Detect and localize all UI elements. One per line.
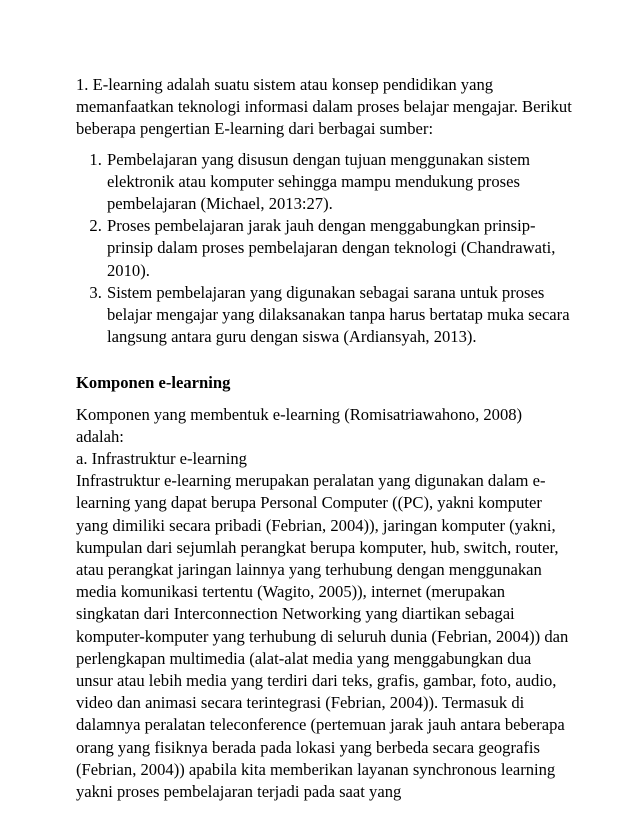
intro-paragraph: 1. E-learning adalah suatu sistem atau konsep pendidikan yang memanfaatkan teknologi informasi dalam proses belajar mengajar. Berikut beberapa pengertian E-learning dari berbagai sumber: <box>76 75 572 139</box>
subheading: a. Infrastruktur e-learning <box>76 449 247 469</box>
body-paragraph: Infrastruktur e-learning merupakan peralatan yang digunakan dalam e-learning yang dapat berupa Personal Computer ((PC), yakni komputer yang dimiliki secara pribadi (Febrian, 2004)), jaringan komputer (yakni, kumpulan dari sejumlah perangkat berupa komputer, hub, switch, router, atau perangkat jaringan lainnya yang terhubung dengan menggunakan media komunikasi tertentu (Wagito, 2005)), internet (merupakan singkatan dari Interconnection Networking yang diartikan sebagai komputer-komputer yang terhubung di seluruh dunia (Febrian, 2004)) dan perlengkapan multimedia (alat-alat media yang menggabungkan dua unsur atau lebih media yang terdiri dari teks, grafis, gambar, foto, audio, video dan animasi secara terintegrasi (Febrian, 2004)). Termasuk di dalamnya peralatan teleconference (pertemuan jarak jauh antara beberapa orang yang fisiknya berada pada lokasi yang berbeda secara geografis (Febrian, 2004)) apabila kita memberikan layanan synchronous learning yakni proses pembelajaran terjadi pada saat yang <box>76 471 569 802</box>
list-item: 1. Pembelajaran yang disusun dengan tujuan menggunakan sistem elektronik atau komputer sehingga mampu mendukung proses pembelajaran (Michael, 2013:27). <box>106 149 572 216</box>
definition-list <box>76 149 572 349</box>
section-intro-paragraph: Komponen yang membentuk e-learning (Romisatriawahono, 2008) adalah: <box>76 404 523 446</box>
section-heading: Komponen e-learning <box>76 373 231 393</box>
document-page <box>76 74 572 803</box>
list-item: 2. Proses pembelajaran jarak jauh dengan menggabungkan prinsip-prinsip dalam proses pembelajaran dengan teknologi (Chandrawati, 2010). <box>106 215 572 282</box>
list-item: 3. Sistem pembelajaran yang digunakan sebagai sarana untuk proses belajar mengajar yang dilaksanakan tanpa harus bertatap muka secara langsung antara guru dengan siswa (Ardiansyah, 2013). <box>106 282 572 349</box>
